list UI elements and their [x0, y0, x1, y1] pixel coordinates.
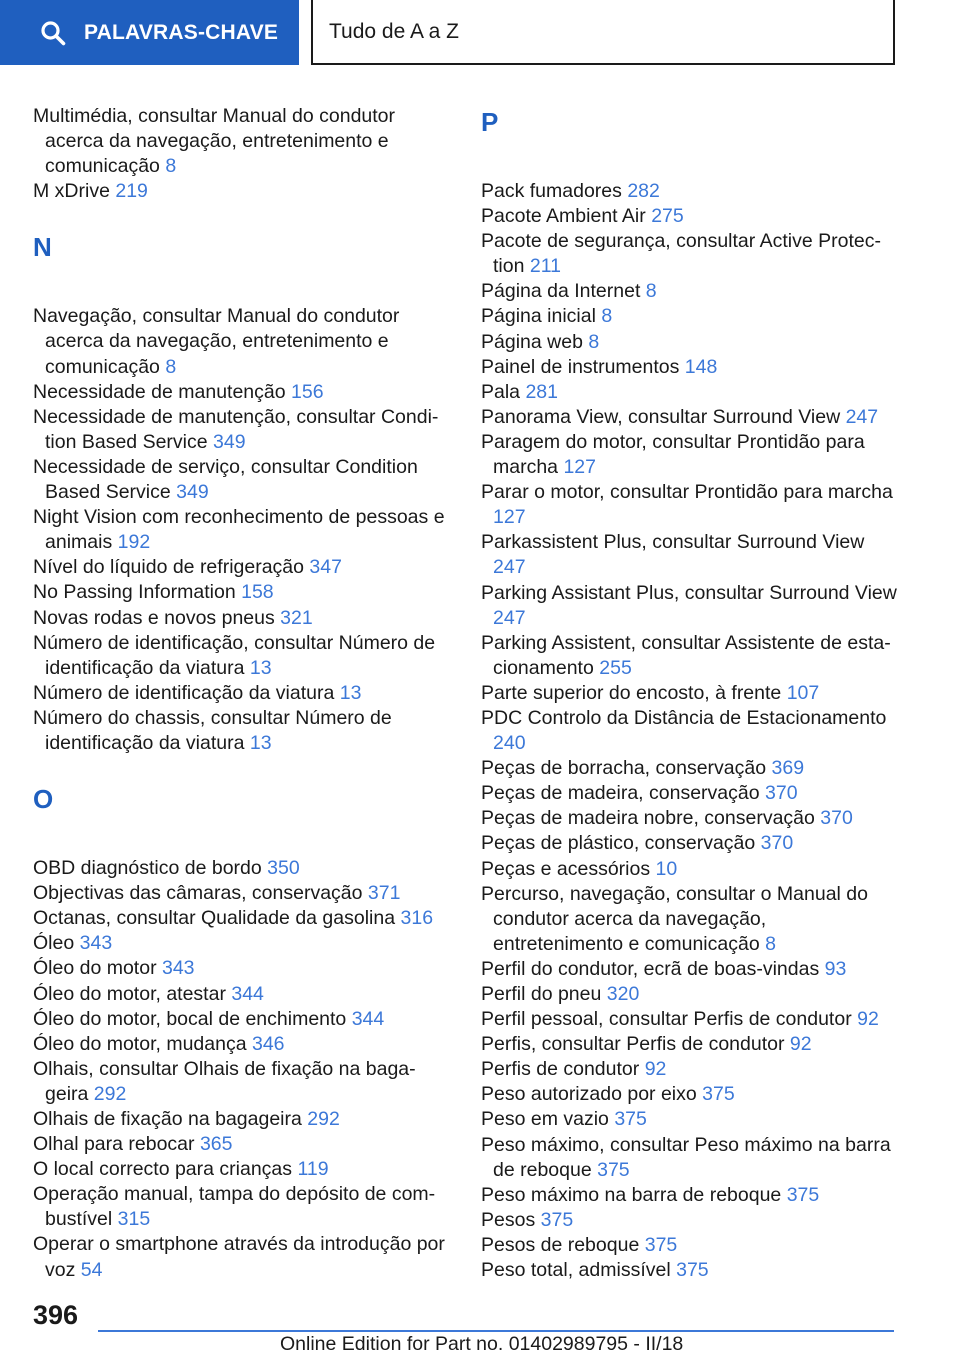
- header: [0, 0, 960, 66]
- index-entry: [33, 1157, 445, 1182]
- index-entry-text: Paragem do motor, consultar Prontidão para marcha: [481, 430, 865, 479]
- index-entry-text: Olhais, consultar Olhais de fixação na bagageira: [33, 1057, 416, 1105]
- index-entry: [481, 831, 901, 856]
- index-entry: [481, 982, 901, 1007]
- page-number: 396: [33, 1300, 79, 1330]
- index-entry-text: PDC Controlo da Distância de Estacionamento: [481, 706, 887, 729]
- index-entry: [481, 530, 901, 580]
- index-entry: [481, 279, 901, 304]
- index-page-link[interactable]: 365: [199, 1133, 233, 1156]
- index-entry-text: Página da Internet: [481, 280, 641, 303]
- index-entry-text: Número de identificação da viatura: [33, 681, 335, 704]
- index-entry: [33, 505, 445, 555]
- index-entry: [481, 1107, 901, 1132]
- index-page-link[interactable]: 344: [351, 1007, 385, 1030]
- index-column-right: [481, 104, 901, 1283]
- index-entry-text: Pesos de reboque: [481, 1233, 640, 1256]
- index-entry-text: Número do chassis, consultar Número de identificação da viatura: [33, 706, 392, 754]
- index-page-link[interactable]: 8: [165, 355, 177, 378]
- index-page-link[interactable]: 275: [651, 205, 684, 228]
- index-entry: [481, 355, 901, 380]
- index-page-link[interactable]: 343: [79, 932, 113, 955]
- index-entry: [481, 957, 901, 982]
- index-page-link[interactable]: 346: [251, 1032, 285, 1055]
- index-entry-text: Painel de instrumentos: [481, 355, 680, 378]
- index-page-link[interactable]: 240: [493, 732, 526, 755]
- index-entry-text: Peças e acessórios: [481, 857, 651, 880]
- index-entry: [481, 1233, 901, 1258]
- index-entry-text: Panorama View, consultar Surround View: [481, 405, 841, 428]
- index-entry-text: Novas rodas e novos pneus: [33, 606, 275, 629]
- index-entry-text: Pack fumadores: [481, 180, 622, 202]
- index-entry: [481, 1032, 901, 1057]
- index-entry: [33, 956, 445, 981]
- index-entry: [33, 104, 445, 179]
- index-entry: [481, 405, 901, 430]
- index-entry: [33, 606, 445, 631]
- index-entry: [481, 480, 901, 530]
- index-entry: [33, 1057, 445, 1107]
- index-letter-heading: O: [33, 784, 54, 815]
- index-entry-text: Número de identificação, consultar Número de identificação da viatura: [33, 631, 436, 679]
- index-entry: [33, 1232, 445, 1282]
- index-page-link[interactable]: 315: [117, 1208, 151, 1231]
- index-page-link[interactable]: 8: [588, 330, 600, 353]
- index-page-link[interactable]: 219: [115, 180, 148, 203]
- index-entry: [33, 304, 445, 379]
- index-entry: [33, 906, 445, 931]
- index-entry-text: Página web: [481, 330, 583, 353]
- index-entry: [481, 1258, 901, 1283]
- search-icon: [40, 20, 66, 46]
- footer-edition: Online Edition for Part no. 01402989795 - II/18: [280, 1333, 684, 1355]
- index-entry-text: Parking Assistent, consultar Assistente de estacionamento: [481, 631, 891, 679]
- index-entry: [481, 1208, 901, 1233]
- index-entry-text: Operação manual, tampa do depósito de combustível: [33, 1183, 436, 1231]
- index-entry-text: Óleo do motor, atestar: [33, 982, 226, 1005]
- index-page-link[interactable]: 282: [627, 180, 660, 202]
- index-page-link[interactable]: 8: [165, 155, 177, 178]
- index-entry: [481, 304, 901, 329]
- index-entry: [33, 1132, 445, 1157]
- index-entry: [33, 1032, 445, 1057]
- index-entry-text: Parte superior do encosto, à frente: [481, 681, 782, 704]
- index-entry-text: Nível do líquido de refrigeração: [33, 556, 304, 579]
- index-entry: [481, 781, 901, 806]
- index-letter-heading: P: [481, 107, 499, 137]
- index-entry: [481, 1057, 901, 1082]
- index-entry: [33, 982, 445, 1007]
- index-entry: [481, 806, 901, 831]
- index-entry-text: Parkassistent Plus, consultar Surround View: [481, 531, 865, 554]
- index-page-link[interactable]: 192: [117, 531, 151, 554]
- footer-divider: [98, 1330, 894, 1332]
- index-entry: [33, 1182, 445, 1232]
- index-entry-text: Peças de plástico, conservação: [481, 832, 756, 855]
- index-page-link[interactable]: 92: [644, 1058, 667, 1081]
- az-tab[interactable]: [311, 0, 895, 65]
- index-entry-text: M xDrive: [33, 180, 110, 203]
- index-entry-text: Night Vision com reconhecimento de pessoas e animais: [33, 506, 445, 554]
- index-page-link[interactable]: 93: [824, 957, 847, 980]
- index-page-link[interactable]: 148: [684, 355, 718, 378]
- index-page-link[interactable]: 54: [80, 1258, 103, 1281]
- index-page-link[interactable]: 127: [493, 506, 526, 529]
- index-page-link[interactable]: 370: [820, 807, 853, 830]
- index-page-link[interactable]: 370: [760, 832, 794, 855]
- index-entry-text: Pesos: [481, 1208, 536, 1231]
- index-entry-text: Olhais de fixação na bagageira: [33, 1108, 302, 1130]
- index-entry-text: No Passing Information: [33, 581, 236, 604]
- index-entry: [481, 330, 901, 355]
- index-entry-text: Peças de borracha, conservação: [481, 757, 767, 780]
- index-entry: [481, 756, 901, 781]
- index-page-link[interactable]: 10: [655, 857, 678, 880]
- index-entry-text: Pacote de segurança, consultar Active Protection: [481, 230, 881, 278]
- index-page-link[interactable]: 316: [400, 907, 434, 930]
- index-entry: [33, 706, 445, 756]
- index-page-link[interactable]: 375: [786, 1183, 820, 1206]
- index-entry: [33, 555, 445, 580]
- index-page-link[interactable]: 92: [857, 1008, 879, 1031]
- index-page-link[interactable]: 8: [645, 280, 657, 303]
- index-page-link[interactable]: 371: [367, 882, 401, 905]
- index-entry-text: Perfil pessoal, consultar Perfis de condutor: [481, 1008, 852, 1031]
- index-page-link[interactable]: 292: [307, 1108, 340, 1130]
- index-entry-text: Objectivas das câmaras, conservação: [33, 882, 363, 905]
- index-entry-text: Página inicial: [481, 305, 596, 328]
- index-page-link[interactable]: 255: [599, 656, 632, 679]
- index-entry: [481, 581, 901, 631]
- index-page-link[interactable]: 375: [614, 1108, 647, 1131]
- index-entry-text: Peças de madeira, conservação: [481, 782, 760, 805]
- index-entry: [33, 631, 445, 681]
- index-page-link[interactable]: 344: [231, 982, 264, 1005]
- index-page-link[interactable]: 349: [176, 481, 209, 504]
- index-entry: [33, 580, 445, 605]
- index-page-link[interactable]: 347: [309, 556, 342, 579]
- index-entry: [33, 1007, 445, 1032]
- index-entry-text: Peso máximo, consultar Peso máximo na barra de reboque: [481, 1133, 891, 1181]
- index-entry: [481, 1082, 901, 1107]
- index-entry: [481, 857, 901, 882]
- index-entry-text: Parar o motor, consultar Prontidão para marcha: [481, 481, 893, 504]
- index-entry-text: Perfil do pneu: [481, 983, 602, 1005]
- index-page-link[interactable]: 375: [702, 1083, 735, 1106]
- index-entry: [481, 430, 901, 480]
- index-entry: [481, 179, 901, 204]
- index-entry: [481, 1007, 901, 1032]
- index-entry-text: Percurso, navegação, consultar o Manual do condutor acerca da navegação, entretenimento e comunicação: [481, 882, 868, 955]
- keywords-tab[interactable]: [0, 0, 299, 65]
- az-tab-label: Tudo de A a Z: [329, 19, 459, 43]
- index-entry: [33, 681, 445, 706]
- index-entry-text: Peso em vazio: [481, 1108, 609, 1131]
- index-entry: [481, 229, 901, 279]
- index-entry: [481, 1133, 901, 1183]
- index-page-link[interactable]: 349: [213, 430, 246, 453]
- index-entry-text: Perfis, consultar Perfis de condutor: [481, 1033, 785, 1056]
- index-entry-text: Óleo do motor, mudança: [33, 1032, 247, 1055]
- index-page-link[interactable]: 119: [297, 1158, 329, 1181]
- index-page-link[interactable]: 156: [291, 380, 324, 403]
- index-page-link[interactable]: 375: [597, 1158, 630, 1181]
- index-page-link[interactable]: 369: [771, 757, 805, 780]
- index-page-link[interactable]: 13: [249, 656, 272, 679]
- index-entry-text: Multimédia, consultar Manual do condutor acerca da navegação, entretenimento e comunicação: [33, 105, 396, 178]
- index-entry: [33, 1107, 445, 1132]
- index-entry: [33, 179, 445, 204]
- index-entry-text: Peso total, admissível: [481, 1259, 671, 1282]
- index-entry: [481, 706, 901, 756]
- index-entry-text: Peso autorizado por eixo: [481, 1083, 697, 1106]
- index-entry-text: Necessidade de manutenção, consultar Condition Based Service: [33, 405, 439, 453]
- index-column-left: [33, 104, 445, 1283]
- index-entry-text: Perfil do condutor, ecrã de boas-vindas: [481, 957, 820, 980]
- index-entry-text: Octanas, consultar Qualidade da gasolina: [33, 907, 396, 930]
- index-entry-text: Peças de madeira nobre, conservação: [481, 807, 815, 830]
- index-page-link[interactable]: 8: [601, 305, 613, 328]
- index-entry: [33, 856, 445, 881]
- index-entry-text: Perfis de condutor: [481, 1058, 640, 1081]
- index-page-link[interactable]: 321: [280, 606, 313, 629]
- index-page-link[interactable]: 375: [644, 1233, 678, 1256]
- keywords-tab-label: PALAVRAS-CHAVE: [84, 20, 279, 44]
- index-page-link[interactable]: 8: [765, 932, 776, 955]
- index-entry-text: Óleo: [33, 932, 75, 955]
- index-page-link[interactable]: 247: [493, 556, 526, 579]
- index-page-link[interactable]: 247: [493, 606, 526, 629]
- index-entry-text: Navegação, consultar Manual do condutor acerca da navegação, entretenimento e comunicação: [33, 305, 400, 378]
- index-page-link[interactable]: 158: [241, 581, 274, 604]
- index-entry-text: Peso máximo na barra de reboque: [481, 1183, 782, 1206]
- index-page-link[interactable]: 247: [845, 405, 879, 428]
- index-entry: [33, 405, 445, 455]
- index-entry-text: Parking Assistant Plus, consultar Surround View: [481, 581, 897, 604]
- index-entry: [481, 631, 901, 681]
- index-entry: [33, 931, 445, 956]
- index-entry: [481, 380, 901, 405]
- index-entry-text: Óleo do motor, bocal de enchimento: [33, 1007, 347, 1030]
- index-page-link[interactable]: 343: [161, 957, 195, 980]
- index-page-link[interactable]: 320: [606, 983, 640, 1005]
- index-page-link[interactable]: 211: [529, 255, 561, 278]
- index-entry: [481, 1183, 901, 1208]
- index-entry: [481, 882, 901, 957]
- index-entry: [33, 455, 445, 505]
- index-page-link[interactable]: 13: [339, 681, 362, 704]
- index-page-link[interactable]: 375: [676, 1259, 709, 1282]
- index-entry-text: Pala: [481, 380, 521, 403]
- index-entry-text: Necessidade de serviço, consultar Condition Based Service: [33, 455, 418, 504]
- index-entry: [481, 681, 901, 706]
- index-page-link[interactable]: 13: [249, 731, 272, 754]
- index-entry-text: O local correcto para crianças: [33, 1158, 293, 1181]
- index-entry: [33, 380, 445, 405]
- index-page-link[interactable]: 107: [786, 681, 820, 704]
- index-entry-text: Óleo do motor: [33, 957, 157, 980]
- index-letter-heading: N: [33, 232, 52, 263]
- index-page-link[interactable]: 127: [563, 456, 596, 479]
- index-entry-text: Operar o smartphone através da introdução por voz: [33, 1233, 445, 1281]
- index-entry-text: OBD diagnóstico de bordo: [33, 857, 262, 880]
- index-entry-text: Necessidade de manutenção: [33, 380, 286, 403]
- index-page-link[interactable]: 370: [765, 782, 798, 805]
- index-page-link[interactable]: 292: [93, 1082, 127, 1105]
- index-entry-text: Olhal para rebocar: [33, 1133, 195, 1156]
- index-page-link[interactable]: 375: [540, 1208, 574, 1231]
- index-entry: [33, 881, 445, 906]
- index-page-link[interactable]: 281: [525, 380, 558, 403]
- index-entry: [481, 204, 901, 229]
- index-entry-text: Pacote Ambient Air: [481, 205, 646, 228]
- index-page-link[interactable]: 92: [789, 1033, 812, 1056]
- index-page-link[interactable]: 350: [267, 857, 300, 880]
